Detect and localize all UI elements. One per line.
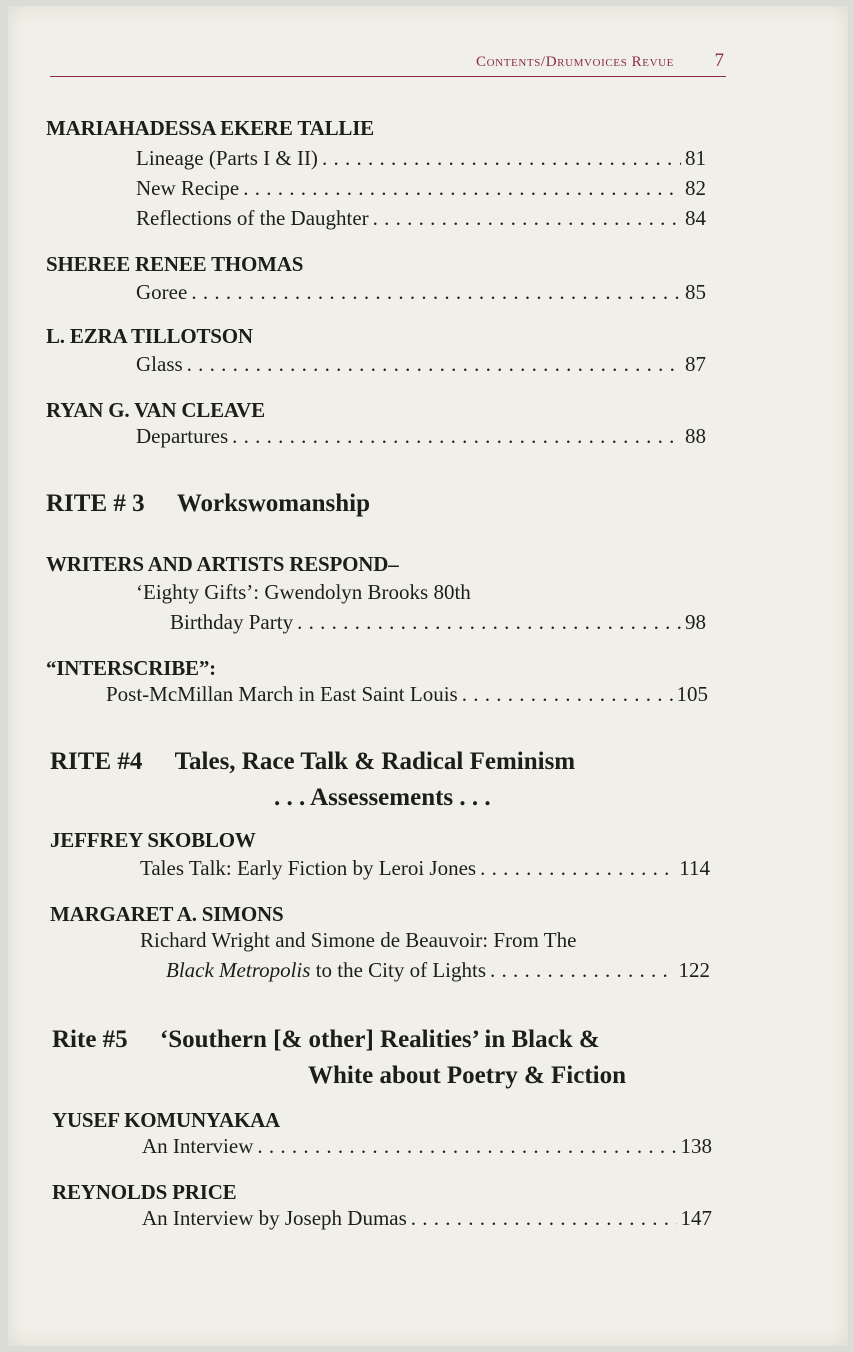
toc-entry-wright-beauvoir-line1: Richard Wright and Simone de Beauvoir: From The — [140, 928, 577, 952]
leader-dots — [243, 176, 681, 201]
toc-entry-komunyakaa-interview[interactable] — [142, 1134, 712, 1159]
rite-title: ‘Southern [& other] Realities’ in Black & — [159, 1026, 600, 1053]
entry-title: Birthday Party — [170, 610, 294, 634]
author-price: REYNOLDS PRICE — [52, 1180, 237, 1204]
entry-title-rest: to the City of Lights — [310, 958, 487, 982]
toc-entry-lineage[interactable] — [136, 146, 706, 171]
toc-entry-goree[interactable] — [136, 280, 706, 305]
toc-entry-price-interview[interactable] — [142, 1206, 712, 1231]
entry-page: 88 — [685, 424, 706, 448]
leader-dots — [480, 856, 675, 881]
leader-dots — [232, 424, 681, 449]
entry-page: 105 — [676, 682, 708, 706]
entry-title — [166, 958, 486, 983]
entry-title: An Interview by Joseph Dumas — [142, 1206, 407, 1230]
author-van-cleave: RYAN G. VAN CLEAVE — [46, 398, 265, 422]
author-tillotson: L. EZRA TILLOTSON — [46, 324, 253, 348]
rite-label: Rite #5 — [52, 1026, 128, 1053]
leader-dots — [257, 1134, 676, 1159]
author-skoblow: JEFFREY SKOBLOW — [50, 828, 256, 852]
entry-page: 114 — [679, 856, 710, 880]
author-interscribe: “INTERSCRIBE”: — [46, 656, 216, 680]
running-title: Contents/Drumvoices Revue — [476, 54, 674, 70]
leader-dots — [462, 682, 673, 707]
rite-label: RITE #4 — [50, 748, 143, 775]
entry-page: 122 — [678, 958, 710, 982]
rite-4-heading — [50, 748, 575, 776]
entry-title: New Recipe — [136, 176, 240, 200]
author-writers-artists: WRITERS AND ARTISTS RESPOND– — [46, 552, 399, 576]
toc-entry-eighty-gifts[interactable] — [170, 610, 706, 635]
rite-title: Workswomanship — [176, 490, 371, 517]
page-number: 7 — [714, 50, 724, 71]
toc-entry-tales-talk[interactable] — [140, 856, 710, 881]
author-komunyakaa: YUSEF KOMUNYAKAA — [52, 1108, 281, 1132]
toc-entry-post-mcmillan[interactable] — [106, 682, 708, 707]
entry-page: 147 — [680, 1206, 712, 1230]
rite-title: Tales, Race Talk & Radical Feminism — [174, 748, 576, 775]
entry-page: 84 — [685, 206, 706, 230]
author-simons: MARGARET A. SIMONS — [50, 902, 284, 926]
entry-title: Glass — [136, 352, 183, 376]
leader-dots — [322, 146, 681, 171]
rite-3-heading — [46, 490, 370, 518]
rite-5-heading — [52, 1026, 600, 1054]
author-thomas: SHEREE RENEE THOMAS — [46, 252, 304, 276]
entry-title: Goree — [136, 280, 188, 304]
leader-dots — [297, 610, 681, 635]
toc-entry-glass[interactable] — [136, 352, 706, 377]
leader-dots — [411, 1206, 677, 1231]
entry-page: 81 — [685, 146, 706, 170]
entry-title-italic: Black Metropolis — [166, 958, 311, 982]
entry-page: 98 — [685, 610, 706, 634]
entry-title: Reflections of the Daughter — [136, 206, 369, 230]
toc-entry-eighty-gifts-line1: ‘Eighty Gifts’: Gwendolyn Brooks 80th — [136, 580, 471, 604]
entry-page: 85 — [685, 280, 706, 304]
entry-page: 138 — [680, 1134, 712, 1158]
rite-4-subtitle: . . . Assessements . . . — [274, 784, 491, 811]
leader-dots — [191, 280, 681, 305]
entry-page: 82 — [685, 176, 706, 200]
book-page — [8, 6, 848, 1346]
entry-title: An Interview — [142, 1134, 254, 1158]
toc-entry-reflections[interactable] — [136, 206, 706, 231]
entry-title: Post-McMillan March in East Saint Louis — [106, 682, 458, 706]
running-head — [50, 50, 726, 77]
rite-5-subtitle: White about Poetry & Fiction — [308, 1062, 627, 1089]
leader-dots — [373, 206, 681, 231]
toc-entry-departures[interactable] — [136, 424, 706, 449]
rite-label: RITE # 3 — [46, 490, 145, 517]
leader-dots — [187, 352, 681, 377]
leader-dots — [490, 958, 674, 983]
author-tallie: MARIAHADESSA EKERE TALLIE — [46, 116, 374, 140]
toc-entry-new-recipe[interactable] — [136, 176, 706, 201]
entry-title: Departures — [136, 424, 229, 448]
entry-title: Lineage (Parts I & II) — [136, 146, 318, 170]
entry-page: 87 — [685, 352, 706, 376]
entry-title: Tales Talk: Early Fiction by Leroi Jones — [140, 856, 477, 880]
toc-entry-wright-beauvoir[interactable] — [166, 958, 710, 983]
